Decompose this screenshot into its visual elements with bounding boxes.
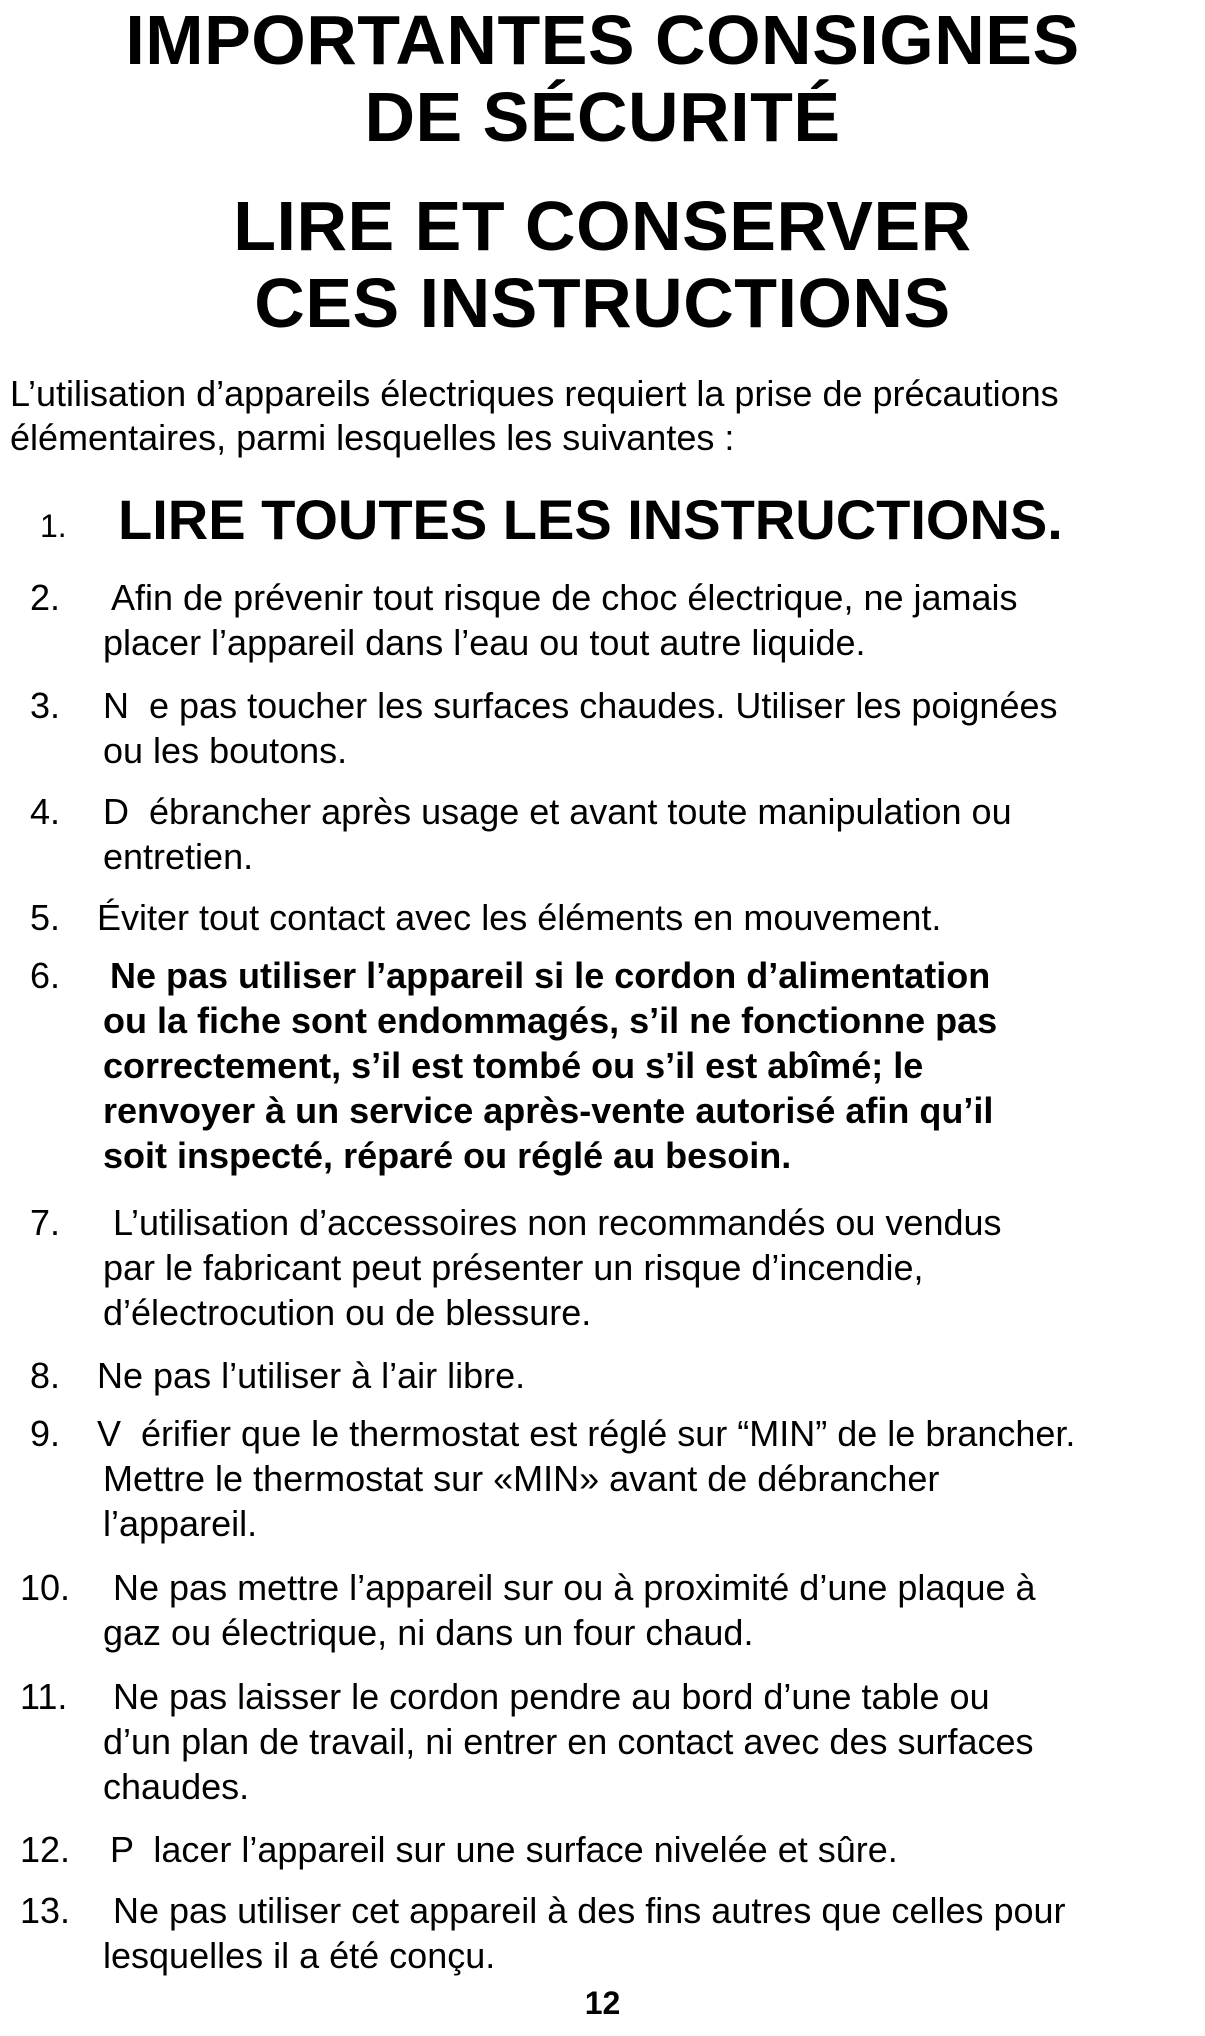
- item-line: d’un plan de travail, ni entrer en contact avec des surfaces: [103, 1721, 1034, 1762]
- item-number: 7.: [30, 1202, 61, 1243]
- item-number: 13.: [20, 1890, 71, 1931]
- item-line: soit inspecté, réparé ou réglé au besoin.: [103, 1135, 792, 1176]
- item-text: [103, 1674, 1203, 1809]
- item-line: Ne pas mettre l’appareil sur ou à proximité d’une plaque à: [103, 1567, 1036, 1608]
- page-number: 12: [584, 1985, 621, 2021]
- item-number: 4.: [30, 791, 61, 832]
- item-line: Ne pas laisser le cordon pendre au bord d’une table ou: [103, 1676, 990, 1717]
- item-text: [103, 683, 1203, 773]
- item-line: Ne pas utiliser l’appareil si le cordon d’alimentation: [110, 955, 991, 996]
- item-line: entretien.: [103, 836, 254, 877]
- item-line: lesquelles il a été conçu.: [103, 1935, 496, 1976]
- item-number: 11.: [20, 1676, 68, 1717]
- main-title-line: DE SÉCURITÉ: [364, 78, 841, 156]
- item-number: 2.: [30, 577, 61, 618]
- sub-title-line: CES INSTRUCTIONS: [254, 264, 951, 342]
- item-line: renvoyer à un service après-vente autorisé afin qu’il: [103, 1090, 994, 1131]
- item-number: 10.: [20, 1567, 71, 1608]
- item-text: [103, 953, 1203, 1178]
- sub-title: [0, 188, 1205, 342]
- item-line: P lacer l’appareil sur une surface nivelée et sûre.: [110, 1829, 898, 1870]
- item-line: L’utilisation d’accessoires non recommandés ou vendus: [103, 1202, 1002, 1243]
- item-line: Mettre le thermostat sur «MIN» avant de débrancher: [103, 1458, 940, 1499]
- item-line: ou les boutons.: [103, 730, 348, 771]
- item-line: l’appareil.: [103, 1503, 258, 1544]
- main-title: [0, 2, 1205, 156]
- item-text: [103, 789, 1203, 879]
- item-number: 1.: [40, 508, 67, 544]
- item-line: N e pas toucher les surfaces chaudes. Utiliser les poignées: [103, 685, 1058, 726]
- main-title-line: IMPORTANTES CONSIGNES: [125, 1, 1080, 79]
- item-line: ou la fiche sont endommagés, s’il ne fonctionne pas: [103, 1000, 998, 1041]
- item-number: 9.: [30, 1413, 61, 1454]
- item-number: 3.: [30, 685, 61, 726]
- item-text: [97, 1353, 1197, 1398]
- item-line: Éviter tout contact avec les éléments en mouvement.: [97, 897, 942, 938]
- item-text: [103, 1888, 1203, 1978]
- item-text: [103, 1565, 1203, 1655]
- item-number: 12.: [20, 1829, 71, 1870]
- item-text: [110, 1827, 1205, 1872]
- intro-line: L’utilisation d’appareils électriques requiert la prise de précautions: [10, 373, 1059, 414]
- item-text: [103, 575, 1203, 665]
- item-text: [103, 1200, 1203, 1335]
- item-line: gaz ou électrique, ni dans un four chaud.: [103, 1612, 754, 1653]
- item-number: 5.: [30, 897, 61, 938]
- intro-paragraph: [10, 372, 1200, 460]
- item-line: D ébrancher après usage et avant toute manipulation ou: [103, 791, 1012, 832]
- item-line: V érifier que le thermostat est réglé sur “MIN” de le brancher.: [97, 1413, 1076, 1454]
- intro-line: élémentaires, parmi lesquelles les suivantes :: [10, 417, 735, 458]
- item-line: Afin de prévenir tout risque de choc électrique, ne jamais: [103, 577, 1018, 618]
- item-line: Ne pas utiliser cet appareil à des fins autres que celles pour: [103, 1890, 1066, 1931]
- item-text: [97, 1411, 1203, 1546]
- item-text: [97, 895, 1197, 940]
- item-number: 8.: [30, 1355, 61, 1396]
- item-line: Ne pas l’utiliser à l’air libre.: [97, 1355, 526, 1396]
- item-line: placer l’appareil dans l’eau ou tout autre liquide.: [103, 622, 866, 663]
- sub-title-line: LIRE ET CONSERVER: [233, 187, 972, 265]
- item-line: d’électrocution ou de blessure.: [103, 1292, 592, 1333]
- item-text: [118, 490, 1205, 550]
- item-line: par le fabricant peut présenter un risque d’incendie,: [103, 1247, 924, 1288]
- item-line: chaudes.: [103, 1766, 250, 1807]
- item-line: LIRE TOUTES LES INSTRUCTIONS.: [118, 488, 1063, 551]
- item-number: 6.: [30, 955, 61, 996]
- item-line: correctement, s’il est tombé ou s’il est abîmé; le: [103, 1045, 924, 1086]
